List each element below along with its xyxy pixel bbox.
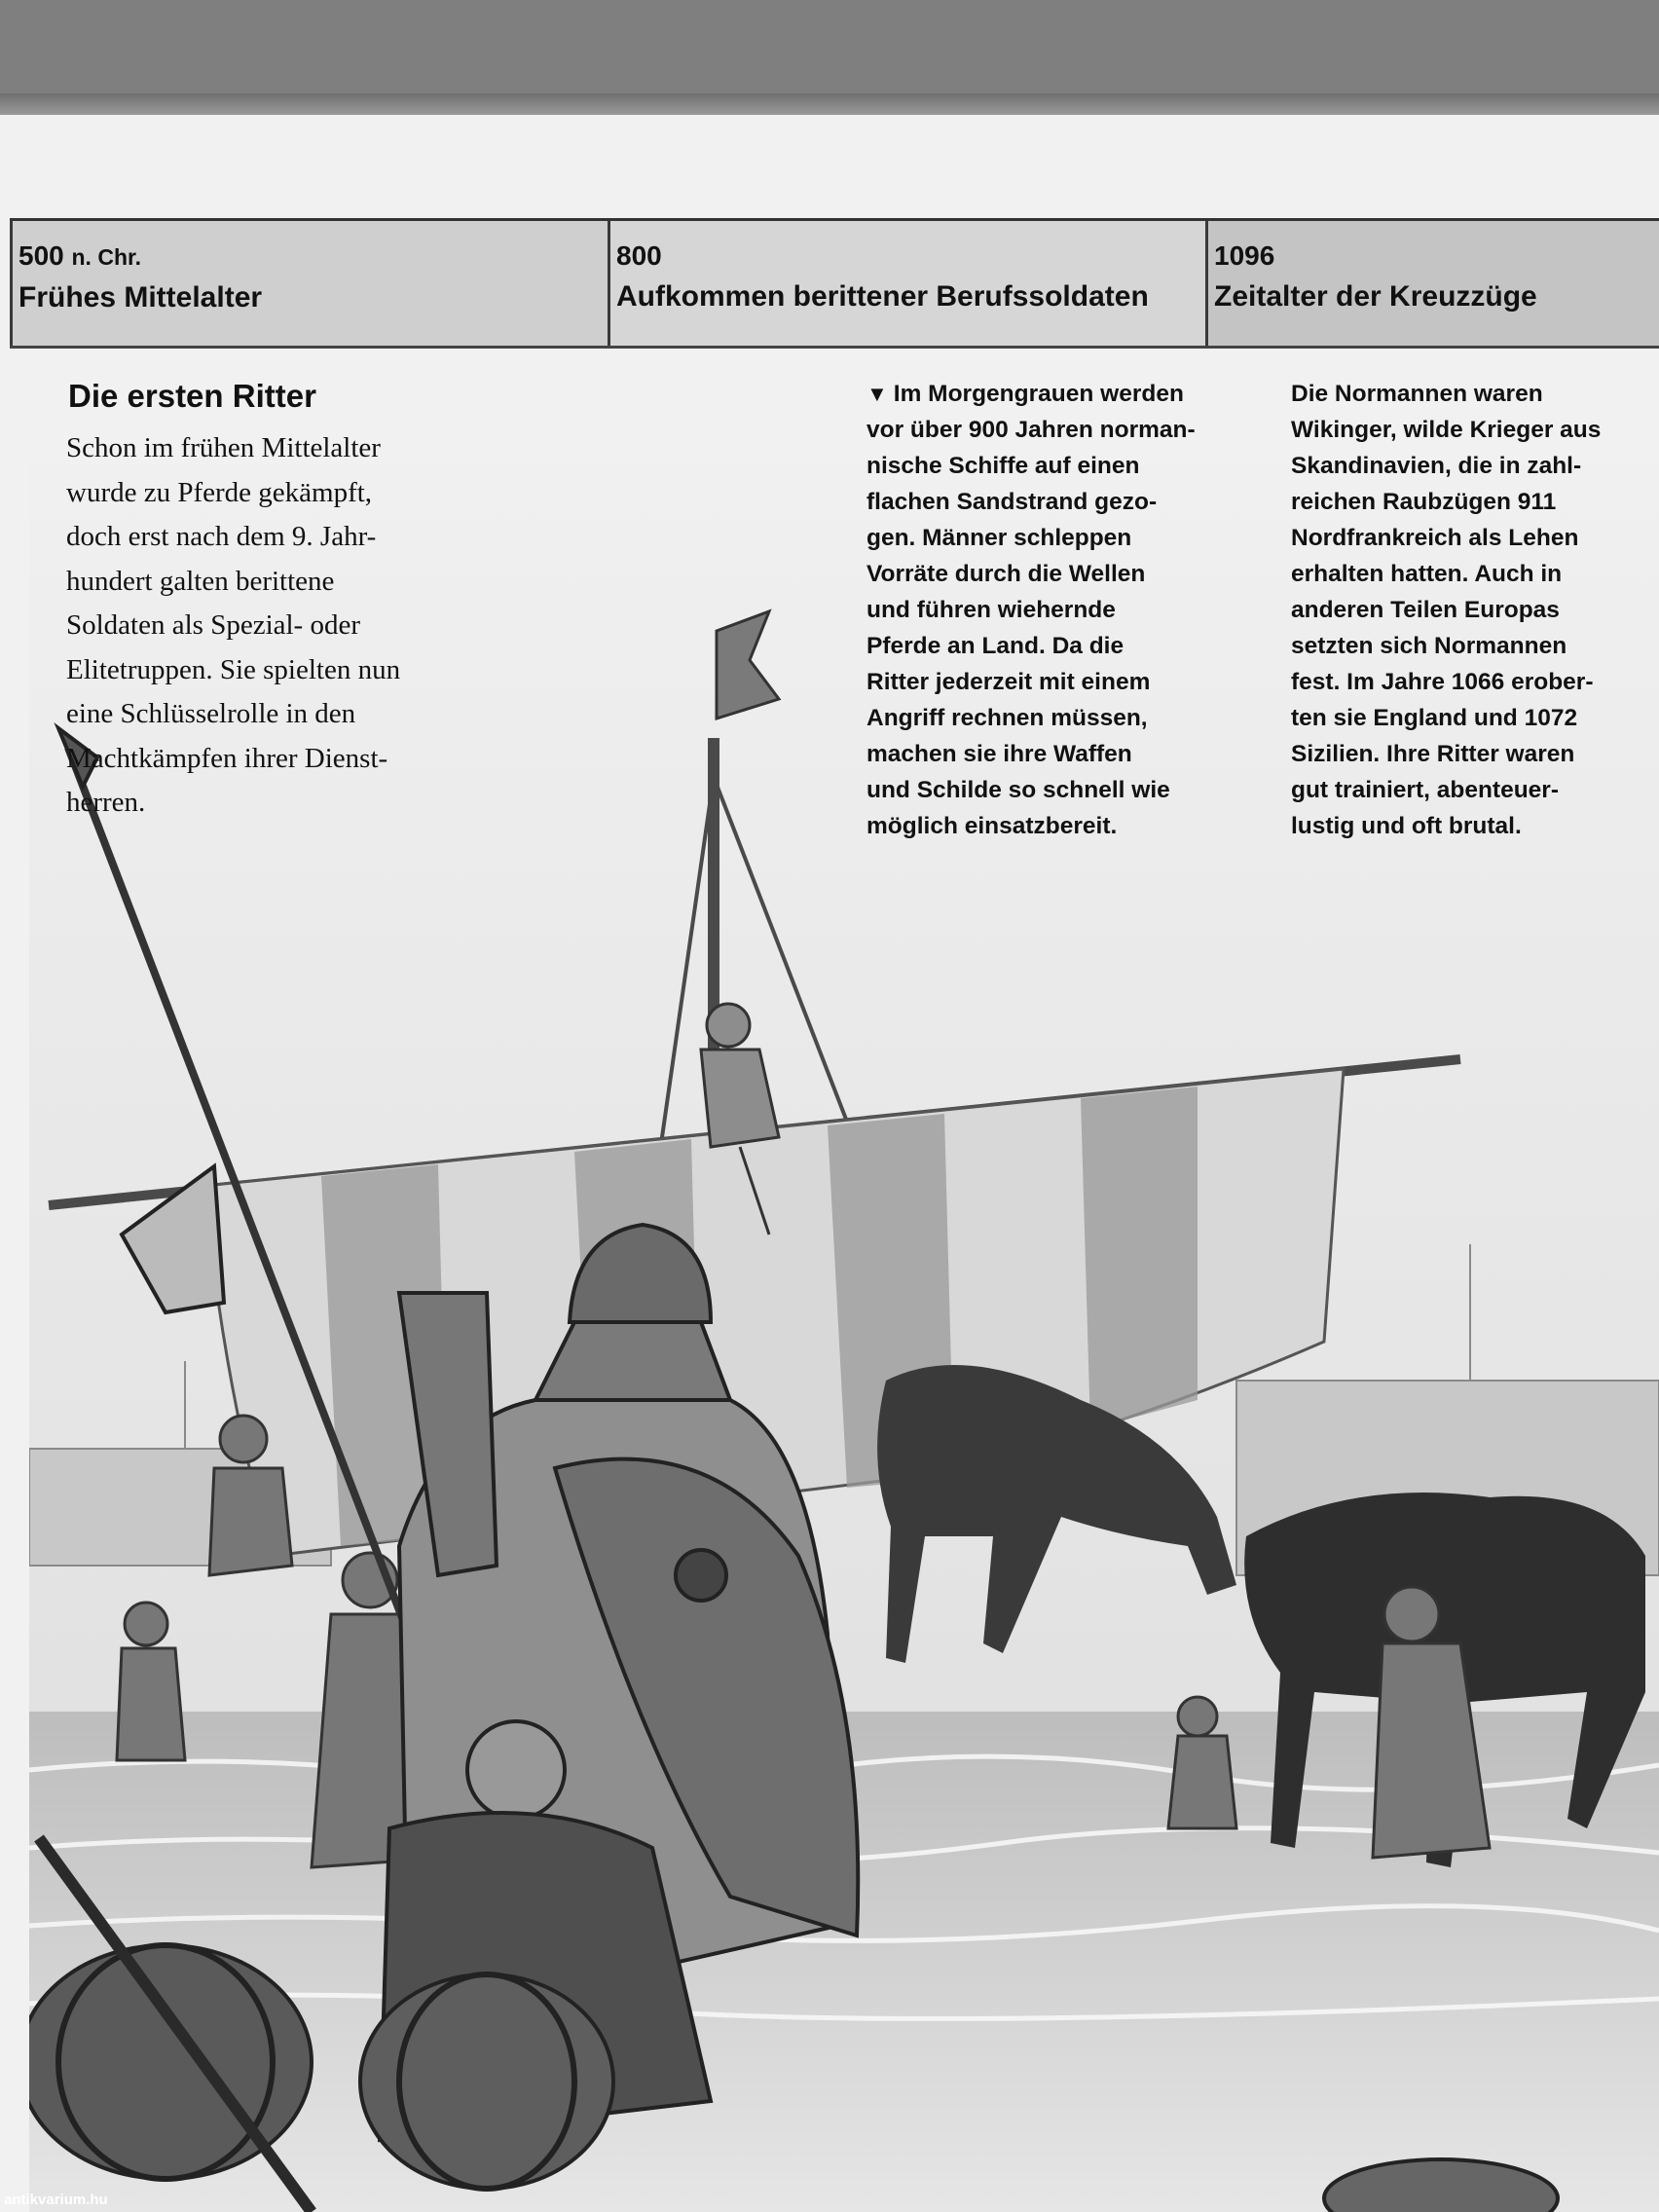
timeline-entry-early-middle-ages <box>10 221 608 346</box>
caption-middle-column <box>866 376 1256 844</box>
triangle-down-icon: ▼ <box>866 382 888 406</box>
caption-right-text: Die Normannen waren Wikinger, wilde Krieger aus Skandinavien, die in zahl- reichen Raubzügen 911 Nordfrankreich als Lehen erhalten hatten. Auch in anderen Teilen Europas setzten sich Normannen fest. Im Jahre 1066 erober- ten sie England und 1072 Sizilien. Ihre Ritter waren gut trainiert, abenteuer- lustig und oft brutal. <box>1291 381 1602 839</box>
intro-text: Schon im frühen Mittelalter wurde zu Pferde gekämpft, doch erst nach dem 9. Jahr- hundert galten berittene Soldaten als Spezial- oder Elitetruppen. Sie spielten nun eine Schlüsselrolle in den Machtkämpfen ihrer Dienst- herren. <box>66 432 401 818</box>
book-page <box>0 115 1659 2212</box>
timeline-entry-crusades <box>1205 221 1659 346</box>
intro-column <box>66 378 475 826</box>
timeline-bar <box>10 218 1659 349</box>
caption-right-column <box>1291 376 1651 844</box>
caption-middle-text: Im Morgengrauen werden vor über 900 Jahren norman- nische Schiffe auf einen flachen Sandstrand gezo- gen. Männer schleppen Vorräte durch die Wellen und führen wiehernde Pferde an Land. Da die Ritter jederzeit mit einem Angriff rechnen müssen, machen sie ihre Waffen und Schilde so schnell wie möglich einsatzbereit. <box>866 381 1196 839</box>
page-edge-shadow <box>0 93 1659 115</box>
timeline-year: 1096 <box>1214 240 1275 271</box>
timeline-year-unit: n. Chr. <box>71 244 142 270</box>
timeline-year: 500 <box>18 240 64 271</box>
timeline-title: Frühes Mittelalter <box>18 281 263 313</box>
timeline-title: Aufkommen berittener Berufssoldaten <box>616 280 1149 313</box>
timeline-title: Zeitalter der Kreuzzüge <box>1214 280 1537 313</box>
timeline-entry-mounted-soldiers <box>608 221 1205 346</box>
timeline-year: 800 <box>616 240 662 271</box>
section-heading: Die ersten Ritter <box>68 378 316 414</box>
watermark: antikvarium.hu <box>4 2192 108 2208</box>
